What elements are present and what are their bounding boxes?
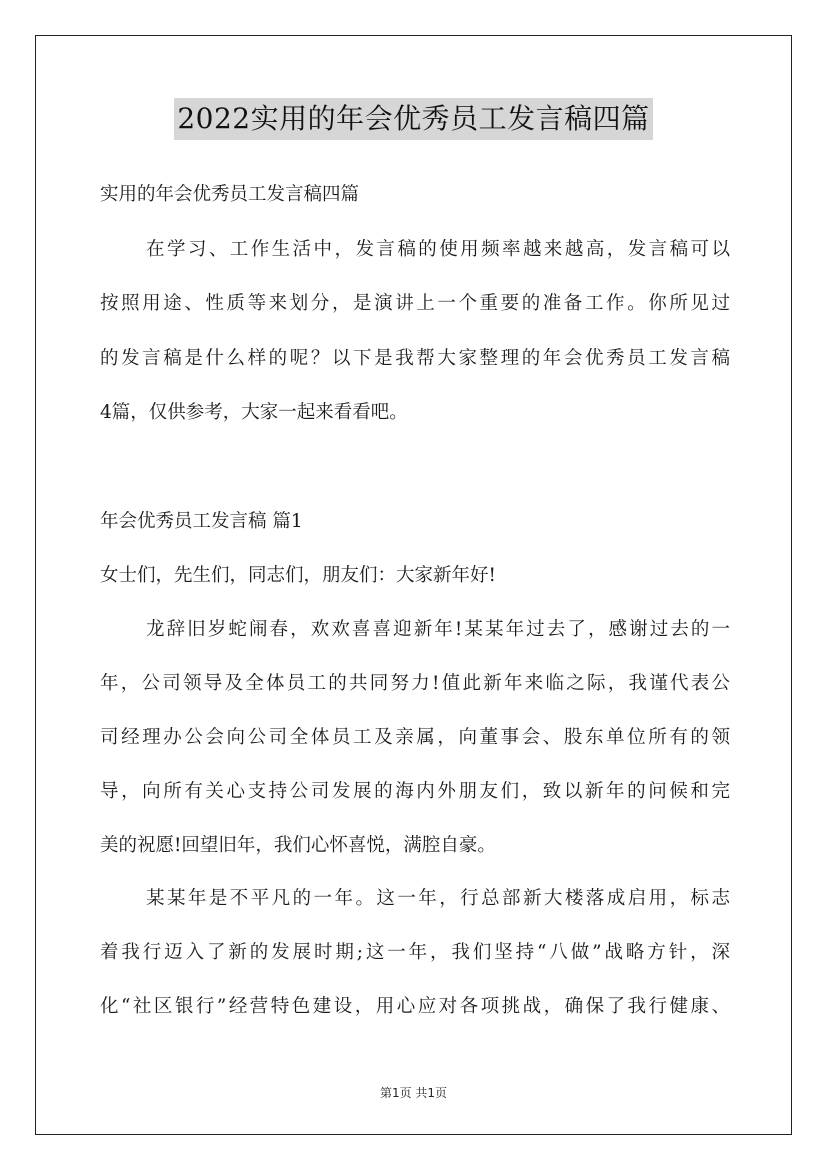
intro-line: 在学习、工作生活中，发言稿的使用频率越来越高，发言稿可以	[146, 239, 730, 260]
paragraph-line: 某某年是不平凡的一年。这一年，行总部新大楼落成启用，标志	[146, 888, 730, 909]
paragraph-line: 着我行迈入了新的发展时期;这一年，我们坚持“八做”战略方针，深	[100, 942, 730, 963]
paragraph-line: 司经理办公会向公司全体员工及亲属，向董事会、股东单位所有的领	[100, 727, 730, 748]
paragraph-line: 龙辞旧岁蛇闹春，欢欢喜喜迎新年!某某年过去了，感谢过去的一	[146, 619, 730, 640]
paragraph-line: 化“社区银行”经营特色建设，用心应对各项挑战，确保了我行健康、	[100, 996, 730, 1017]
document-title: 2022实用的年会优秀员工发言稿四篇	[174, 98, 652, 140]
intro-line: 4篇，仅供参考，大家一起来看看吧。	[100, 402, 408, 423]
paragraph-line: 导，向所有关心支持公司发展的海内外朋友们，致以新年的问候和完	[100, 781, 730, 802]
paragraph-line: 美的祝愿!回望旧年，我们心怀喜悦，满腔自豪。	[100, 835, 496, 856]
paragraph-line: 年，公司领导及全体员工的共同努力!值此新年来临之际，我谨代表公	[100, 673, 730, 694]
document-title-wrap	[0, 98, 827, 140]
section-heading: 年会优秀员工发言稿 篇1	[100, 511, 303, 532]
greeting-line: 女士们，先生们，同志们，朋友们：大家新年好!	[100, 565, 496, 586]
intro-line: 按照用途、性质等来划分，是演讲上一个重要的准备工作。你所见过	[100, 293, 730, 314]
document-subtitle: 实用的年会优秀员工发言稿四篇	[100, 184, 360, 205]
page-footer: 第1页 共1页	[379, 1086, 448, 1100]
intro-line: 的发言稿是什么样的呢？以下是我帮大家整理的年会优秀员工发言稿	[100, 348, 730, 369]
